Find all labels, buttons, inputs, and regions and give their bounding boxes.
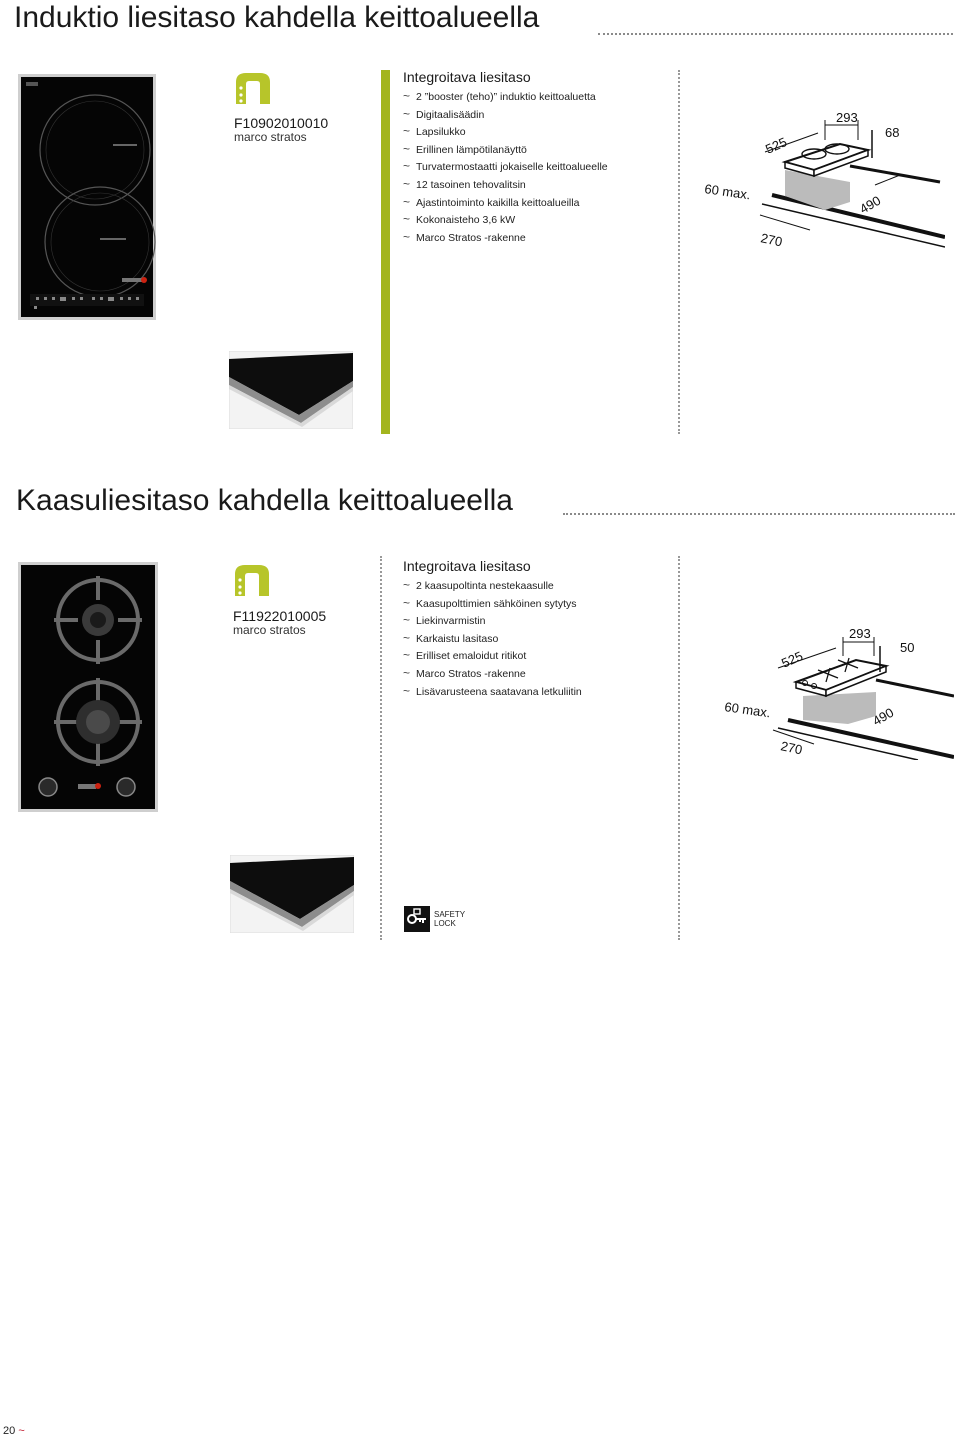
dim-270: 270 — [779, 738, 804, 758]
dim-50: 50 — [900, 640, 915, 655]
dim-68: 68 — [885, 125, 900, 140]
feature-list-2 — [403, 578, 582, 701]
list-item: ~ Kokonaisteho 3,6 kW — [403, 212, 608, 230]
dim-270: 270 — [759, 230, 784, 250]
list-item: ~ Erilliset emaloidut ritikot — [403, 648, 582, 666]
list-item: ~ 12 tasoinen tehovalitsin — [403, 177, 608, 195]
safety-lock-icon — [404, 906, 430, 932]
dim-293: 293 — [836, 110, 858, 125]
list-item: ~ Lapsilukko — [403, 124, 608, 142]
section-title-gas: Kaasuliesitaso kahdella keittoalueella — [16, 484, 513, 517]
sku-code: F10902010010 — [234, 115, 329, 131]
dim-293: 293 — [849, 626, 871, 641]
fagor-n-logo-icon — [231, 562, 273, 600]
features-title-1: Integroitava liesitaso — [403, 69, 531, 85]
induction-hob-photo — [18, 74, 156, 320]
list-item: ~ Kaasupolttimien sähköinen sytytys — [403, 596, 582, 614]
installation-dimension-diagram-1 — [700, 100, 945, 250]
glass-edge-detail-photo-2 — [230, 855, 354, 933]
safety-line-1: SAFETY — [434, 910, 466, 919]
column-divider-dotted — [678, 556, 680, 940]
list-item: ~ Liekinvarmistin — [403, 613, 582, 631]
safety-line-2: LOCK — [434, 919, 456, 928]
dim-525: 525 — [763, 134, 790, 157]
list-item: ~ 2 kaasupoltinta nestekaasulle — [403, 578, 582, 596]
green-accent-bar — [381, 70, 390, 434]
gas-hob-photo — [18, 562, 158, 812]
list-item: ~ Turvatermostaatti jokaiselle keittoalueelle — [403, 159, 608, 177]
features-title-2: Integroitava liesitaso — [403, 558, 531, 574]
column-divider-dotted — [380, 556, 382, 940]
section-title-induction: Induktio liesitaso kahdella keittoalueella — [14, 1, 540, 34]
product-sku-1 — [234, 116, 328, 143]
list-item: ~ Marco Stratos -rakenne — [403, 230, 608, 248]
sku-subtitle: marco stratos — [234, 129, 307, 144]
list-item: ~ Lisävarusteena saatavana letkuliitin — [403, 684, 582, 702]
dim-60-max: 60 max. — [703, 181, 752, 203]
page-number — [3, 1425, 25, 1437]
safety-lock-label — [434, 910, 465, 928]
product-sku-2 — [233, 609, 326, 636]
list-item: ~ Digitaalisäädin — [403, 107, 608, 125]
fagor-n-logo-icon — [232, 70, 274, 108]
list-item: ~ Erillinen lämpötilanäyttö — [403, 142, 608, 160]
dim-490: 490 — [857, 192, 884, 217]
list-item: ~ Marco Stratos -rakenne — [403, 666, 582, 684]
page-number-value: 20 — [3, 1425, 16, 1437]
page-number-tilde: ~ — [18, 1425, 25, 1437]
column-divider-dotted — [678, 70, 680, 434]
dim-525: 525 — [779, 648, 806, 671]
list-item: ~ Karkaistu lasitaso — [403, 631, 582, 649]
dim-490: 490 — [870, 704, 897, 729]
list-item: ~ 2 ”booster (teho)” induktio keittoaluetta — [403, 89, 608, 107]
title-dotted-rule — [598, 33, 953, 35]
sku-subtitle: marco stratos — [233, 622, 306, 637]
dim-60-max: 60 max. — [723, 699, 772, 721]
list-item: ~ Ajastintoiminto kaikilla keittoalueilla — [403, 195, 608, 213]
sku-code: F11922010005 — [233, 608, 327, 624]
title-dotted-rule — [563, 513, 955, 515]
glass-edge-detail-photo-1 — [229, 351, 353, 429]
feature-list-1 — [403, 89, 608, 247]
installation-dimension-diagram-2 — [718, 620, 954, 760]
